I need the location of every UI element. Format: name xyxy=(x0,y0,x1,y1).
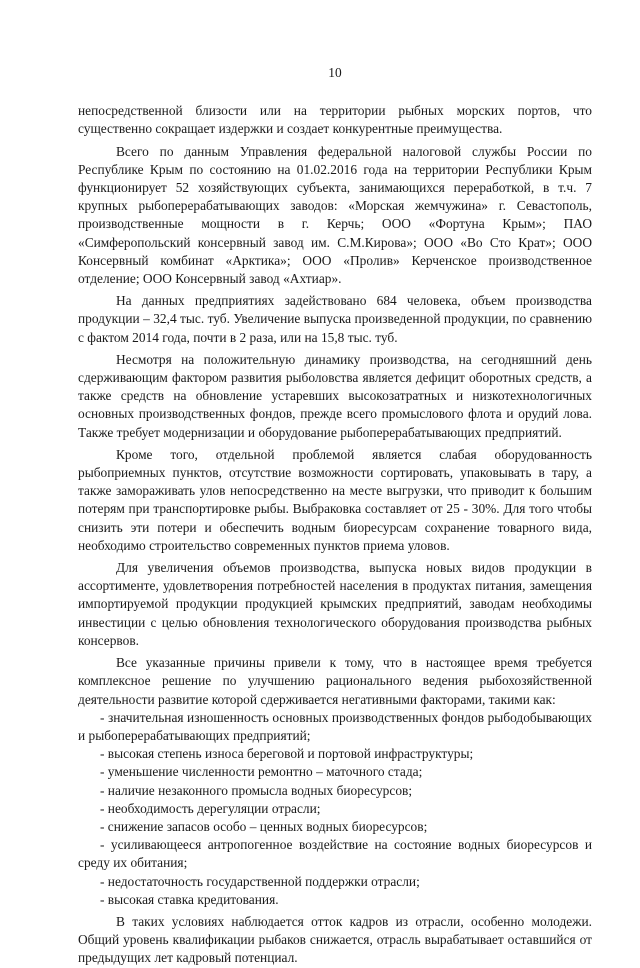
paragraph-staff-outflow: В таких условиях наблюдается отток кадров из отрасли, особенно молодежи. Общий уровень квалификации рыбаков снижается, отрасль вырабатывает оставшийся от предыдущих лет кадровый потенциал. xyxy=(78,913,592,966)
list-item: - снижение запасов особо – ценных водных биоресурсов; xyxy=(100,818,428,834)
list-item: - недостаточность государственной поддержки отрасли; xyxy=(100,873,420,889)
paragraph-tax-service-data: Всего по данным Управления федеральной налоговой службы России по Республике Крым по состоянию на 01.02.2016 года на территории Республики Крым функционирует 52 хозяйствующих субъекта, занимающихся переработкой, в т.ч. 7 крупных рыбоперерабатывающих заводов: «Морская жемчужина» г. Севастополь, производственные мощности в г. Керчь; ООО «Фортуна Крым»; ПАО «Симферопольский консервный завод им. С.М.Кирова»; ООО «Во Сто Крат»; ООО Консервный комбинат «Арктика»; ООО «Пролив» Керченское производственное отделение; ООО Консервный завод «Ахтиар». xyxy=(78,143,592,287)
paragraph-negative-factors: Все указанные причины привели к тому, что в настоящее время требуется комплексное решение по улучшению рационального ведения рыбохозяйственной деятельности развитие которой сдерживается негативными факторами, такими как: xyxy=(78,655,592,707)
list-item: - высокая степень износа береговой и портовой инфраструктуры; xyxy=(100,746,474,762)
list-item: - высокая ставка кредитования. xyxy=(100,891,279,907)
list-item: - значительная изношенность основных производственных фондов рыбодобывающих и рыбоперерабатывающих предприятий; xyxy=(78,709,592,743)
paragraph-investments: Для увеличения объемов производства, выпуска новых видов продукции в ассортименте, удовлетворения потребностей населения в продуктах питания, замещения импортируемой продукции продукцией крымских предприятий, заводам необходимы инвестиции с целью обновления технологического оборудования производства рыбных консервов. xyxy=(78,560,592,648)
paragraph-employment: На данных предприятиях задействовано 684 человека, объем производства продукции – 32,4 тыс. туб. Увеличение выпуска произведенной продукции, по сравнению с фактом 2014 года, почти в 2 раза, или на 15,8 тыс. туб. xyxy=(78,293,592,345)
list-item: - наличие незаконного промысла водных биоресурсов; xyxy=(100,782,413,798)
paragraph-working-capital: Несмотря на положительную динамику производства, на сегодняшний день сдерживающим фактором развития рыболовства является дефицит оборотных средств, а также средств на обновление устаревших высокозатратных и низкотехнологичных основных производственных фондов, прежде всего промыслового флота и орудий лова. Также требует модернизации и оборудование рыбоперерабатывающих предприятий. xyxy=(78,351,592,440)
list-item: - необходимость дерегуляции отрасли; xyxy=(100,800,321,816)
page-number: 10 xyxy=(328,65,342,80)
list-item: - усиливающееся антропогенное воздействие на состояние водных биоресурсов и среду их обитания; xyxy=(78,837,592,871)
paragraph-receiving-points: Кроме того, отдельной проблемой является слабая оборудованность рыбоприемных пунктов, отсутствие возможности сортировать, упаковывать в тару, а также замораживать улов непосредственно на месте выгрузки, что приводит к большим потерям при транспортировке рыбы. Выбраковка составляет от 25 - 30%. Для того чтобы снизить эти потери и обеспечить водным биоресурсам сохранение товарного вида, необходимо строительство современных пунктов приема уловов. xyxy=(78,446,592,553)
list-item: - уменьшение численности ремонтно – маточного стада; xyxy=(100,764,423,780)
paragraph-port-proximity: непосредственной близости или на территории рыбных морских портов, что существенно сокращает издержки и создает конкурентные преимущества. xyxy=(78,103,592,137)
